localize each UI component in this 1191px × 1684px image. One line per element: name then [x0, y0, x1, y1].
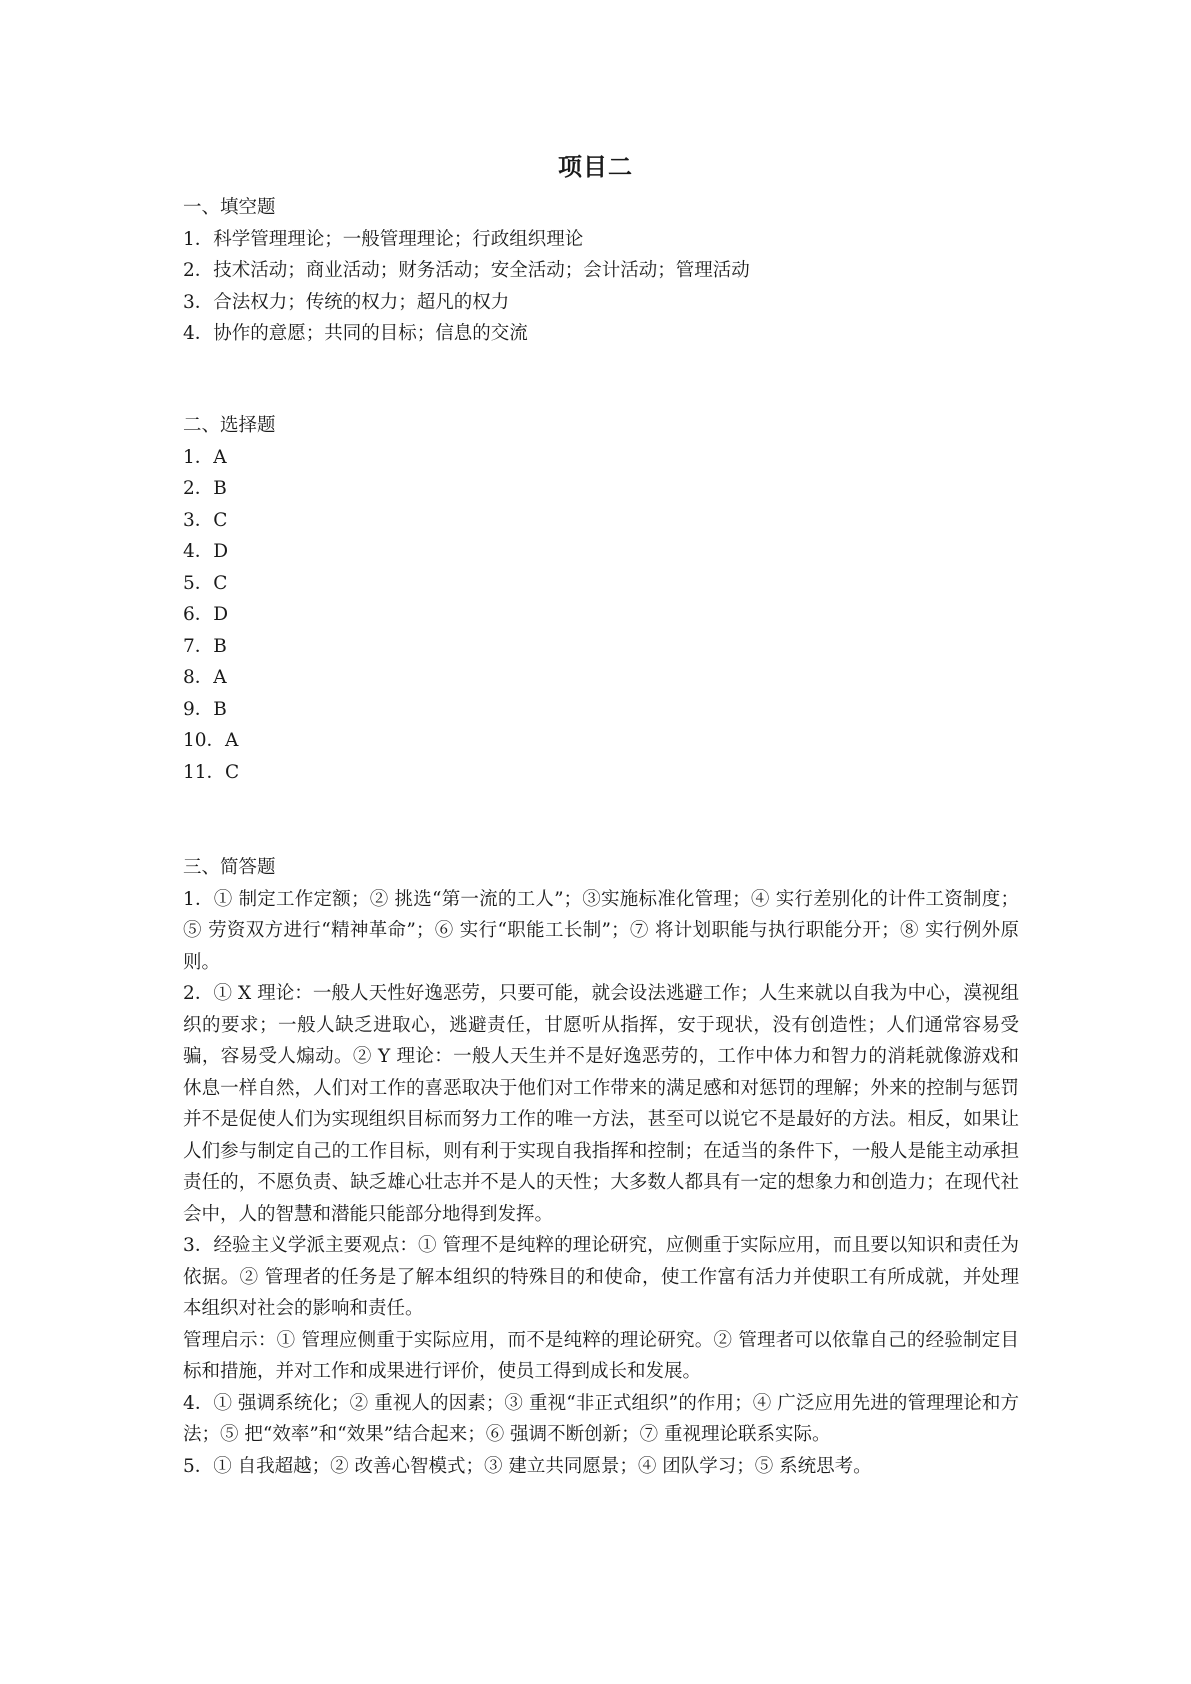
answer-item: 7．B: [183, 635, 227, 657]
section-heading: 一、填空题: [183, 197, 276, 218]
answer-item: 11．C: [183, 761, 240, 783]
answer-item: 1．科学管理理论；一般管理理论；行政组织理论: [183, 228, 584, 250]
page-title: 项目二: [558, 153, 633, 181]
answer-paragraph: 1．① 制定工作定额；② 挑选“第一流的工人”；③实施标准化管理；④ 实行差别化的计件工资制度；⑤ 劳资双方进行“精神革命”；⑥ 实行“职能工长制”；⑦ 将计划职能与执行职能分开；⑧ 实行例外原则。: [183, 888, 1019, 973]
answer-paragraph: 4．① 强调系统化；② 重视人的因素；③ 重视“非正式组织”的作用；④ 广泛应用先进的管理理论和方法；⑤ 把“效率”和“效果”结合起来；⑥ 强调不断创新；⑦ 重视理论联系实际。: [183, 1392, 1019, 1445]
answer-item: 6．D: [183, 604, 229, 625]
answer-paragraph: 3．经验主义学派主要观点：① 管理不是纯粹的理论研究，应侧重于实际应用，而且要以知识和责任为依据。② 管理者的任务是了解本组织的特殊目的和使命，使工作富有活力并使职工有所成就，并处理本组织对社会的影响和责任。: [183, 1235, 1019, 1319]
answer-item: 4．D: [183, 541, 229, 562]
short-answer-section: [183, 852, 1019, 1482]
answer-item: 8．A: [183, 667, 227, 688]
answer-item: 3．C: [183, 509, 228, 531]
answer-paragraph: 管理启示：① 管理应侧重于实际应用，而不是纯粹的理论研究。② 管理者可以依靠自己的经验制定目标和措施，并对工作和成果进行评价，使员工得到成长和发展。: [183, 1329, 1019, 1382]
answer-item: 4．协作的意愿；共同的目标；信息的交流: [183, 323, 528, 344]
answer-item: 9．B: [183, 698, 227, 720]
answer-item: 5．C: [183, 572, 228, 594]
answer-item: 10．A: [183, 730, 239, 751]
section-heading: 三、简答题: [183, 857, 276, 878]
section-heading: 二、选择题: [183, 415, 276, 436]
answer-item: 2．技术活动；商业活动；财务活动；安全活动；会计活动；管理活动: [183, 260, 750, 281]
answer-paragraph: 5．① 自我超越；② 改善心智模式；③ 建立共同愿景；④ 团队学习；⑤ 系统思考。: [183, 1455, 872, 1477]
choice-section: [183, 410, 1019, 788]
answer-item: 2．B: [183, 478, 227, 499]
answer-item: 3．合法权力；传统的权力；超凡的权力: [183, 291, 510, 313]
answer-item: 1．A: [183, 446, 227, 468]
fill-blank-section: [183, 192, 1019, 350]
answer-paragraph: 2．① X 理论：一般人天性好逸恶劳，只要可能，就会设法逃避工作；人生来就以自我为中心，漠视组织的要求；一般人缺乏进取心，逃避责任，甘愿听从指挥，安于现状，没有创造性；人们通常容易受骗，容易受人煽动。② Y 理论：一般人天生并不是好逸恶劳的，工作中体力和智力的消耗就像游戏和休息一样自然，人们对工作的喜恶取决于他们对工作带来的满足感和对惩罚的理解；外来的控制与惩罚并不是促使人们为实现组织目标而努力工作的唯一方法，甚至可以说它不是最好的方法。相反，如果让人们参与制定自己的工作目标，则有利于实现自我指挥和控制；在适当的条件下，一般人是能主动承担责任的，不愿负责、缺乏雄心壮志并不是人的天性；大多数人都具有一定的想象力和创造力；在现代社会中，人的智慧和潜能只能部分地得到发挥。: [183, 983, 1019, 1225]
